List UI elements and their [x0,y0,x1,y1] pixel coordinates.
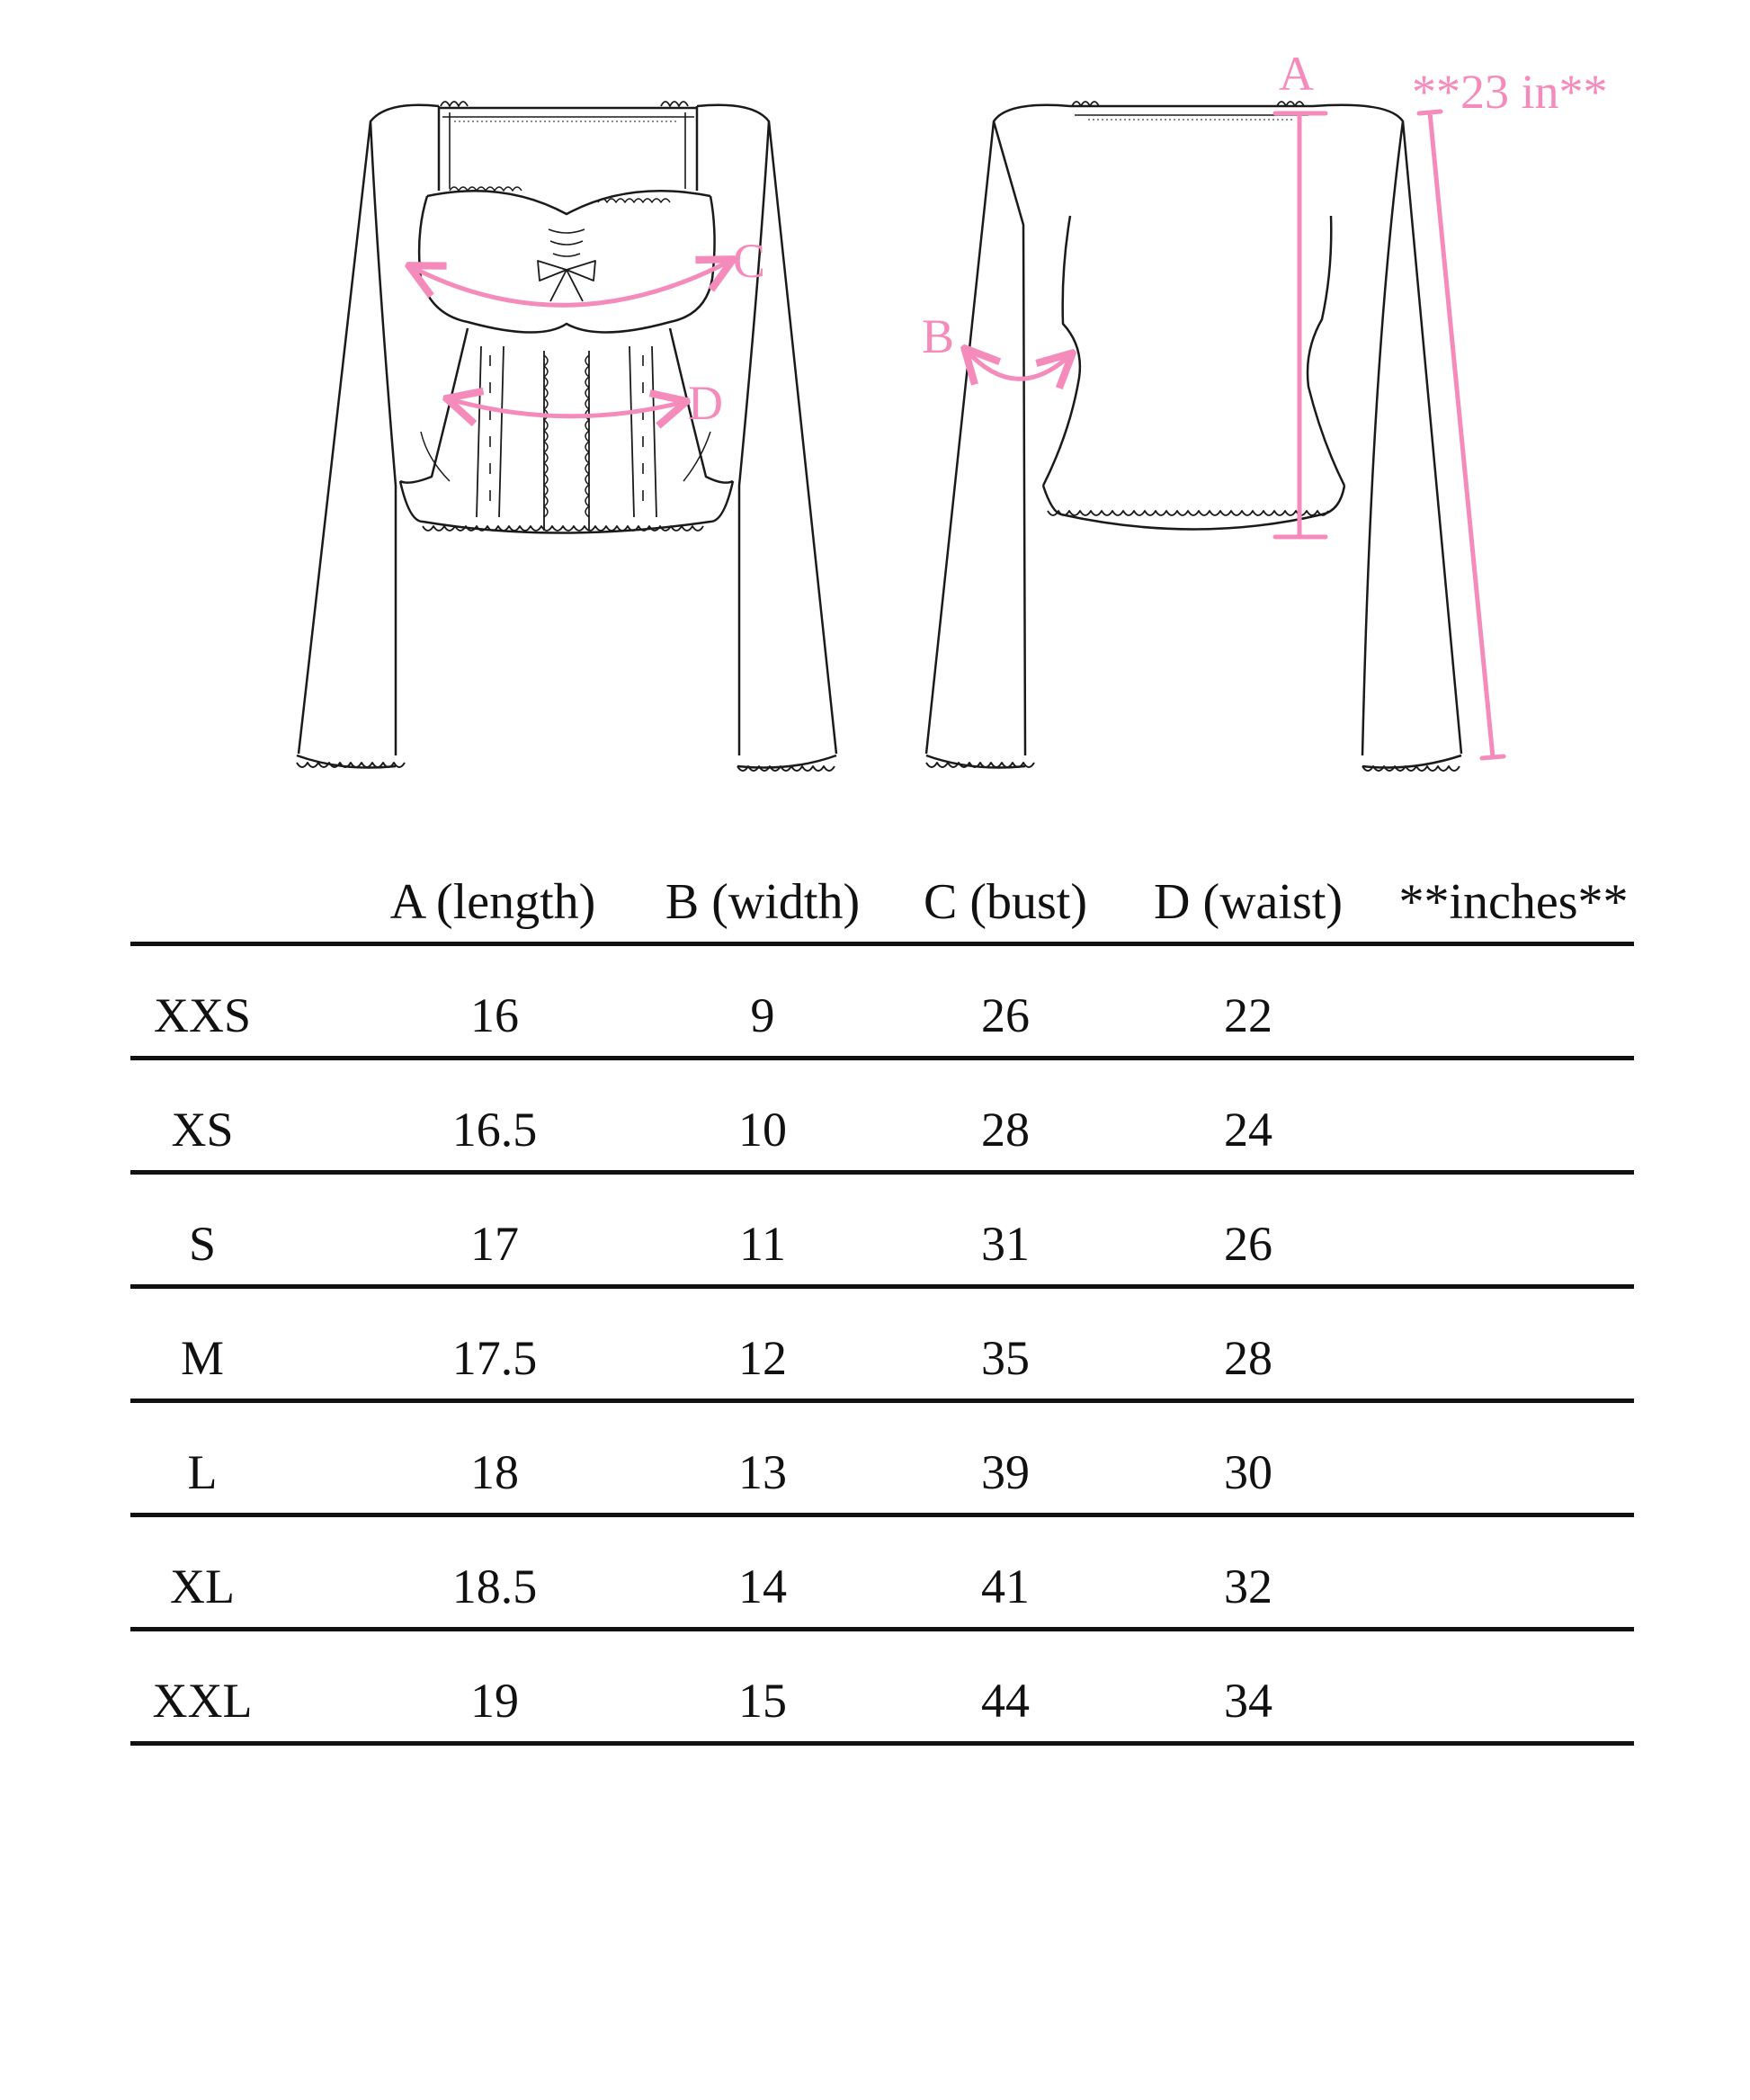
row-divider [130,1627,1634,1631]
waist-value: 32 [1224,1559,1272,1613]
bust-value: 35 [981,1331,1030,1385]
length-value: 19 [470,1674,519,1728]
width-value: 11 [739,1217,786,1271]
waist-value: 30 [1224,1445,1272,1499]
width-value: 13 [738,1445,787,1499]
header-divider [130,942,1634,946]
width-value: 14 [738,1559,787,1613]
label-c: C [733,234,766,288]
bust-value: 39 [981,1445,1030,1499]
header-waist: D (waist) [1154,874,1343,930]
waist-value: 24 [1224,1103,1272,1157]
length-value: 16 [470,988,519,1042]
row-divider [130,1056,1634,1060]
length-value: 18 [470,1445,519,1499]
row-divider [130,1741,1634,1746]
size-label: S [188,1217,217,1271]
label-a: A [1279,47,1314,101]
label-b: B [922,309,955,363]
row-divider [130,1513,1634,1517]
bust-value: 31 [981,1217,1030,1271]
garment-diagram [0,0,1750,809]
header-length: A (length) [389,874,596,930]
bust-guide-c [412,261,730,305]
header-bust: C (bust) [924,874,1087,930]
bust-value: 28 [981,1103,1030,1157]
header-width: B (width) [665,874,861,930]
size-label: XXS [153,988,252,1042]
front-view-sketch [297,102,836,771]
waist-guide-d [450,399,683,416]
bust-value: 44 [981,1674,1030,1728]
length-value: 18.5 [451,1559,538,1613]
length-value: 17.5 [451,1331,538,1385]
row-divider [130,1284,1634,1289]
row-divider [130,1399,1634,1403]
measurement-labels [688,47,1608,430]
width-value: 10 [738,1103,787,1157]
bust-value: 26 [981,988,1030,1042]
waist-value: 26 [1224,1217,1272,1271]
back-view-sketch [926,102,1461,771]
sleeve-length-label: **23 in** [1412,65,1608,119]
waist-value: 22 [1224,988,1272,1042]
header-units: **inches** [1398,874,1629,930]
size-label: XL [170,1559,235,1613]
length-value: 16.5 [451,1103,538,1157]
row-divider [130,1170,1634,1175]
waist-value: 34 [1224,1674,1272,1728]
width-value: 9 [750,988,775,1042]
bust-value: 41 [981,1559,1030,1613]
width-value: 12 [738,1331,787,1385]
size-label: M [180,1331,225,1385]
size-label: XXL [152,1674,253,1728]
width-value: 15 [738,1674,787,1728]
width-guide-b [967,351,1070,379]
length-value: 17 [470,1217,519,1271]
label-d: D [688,376,723,430]
waist-value: 28 [1224,1331,1272,1385]
size-label: XS [171,1103,234,1157]
size-label: L [187,1445,218,1499]
